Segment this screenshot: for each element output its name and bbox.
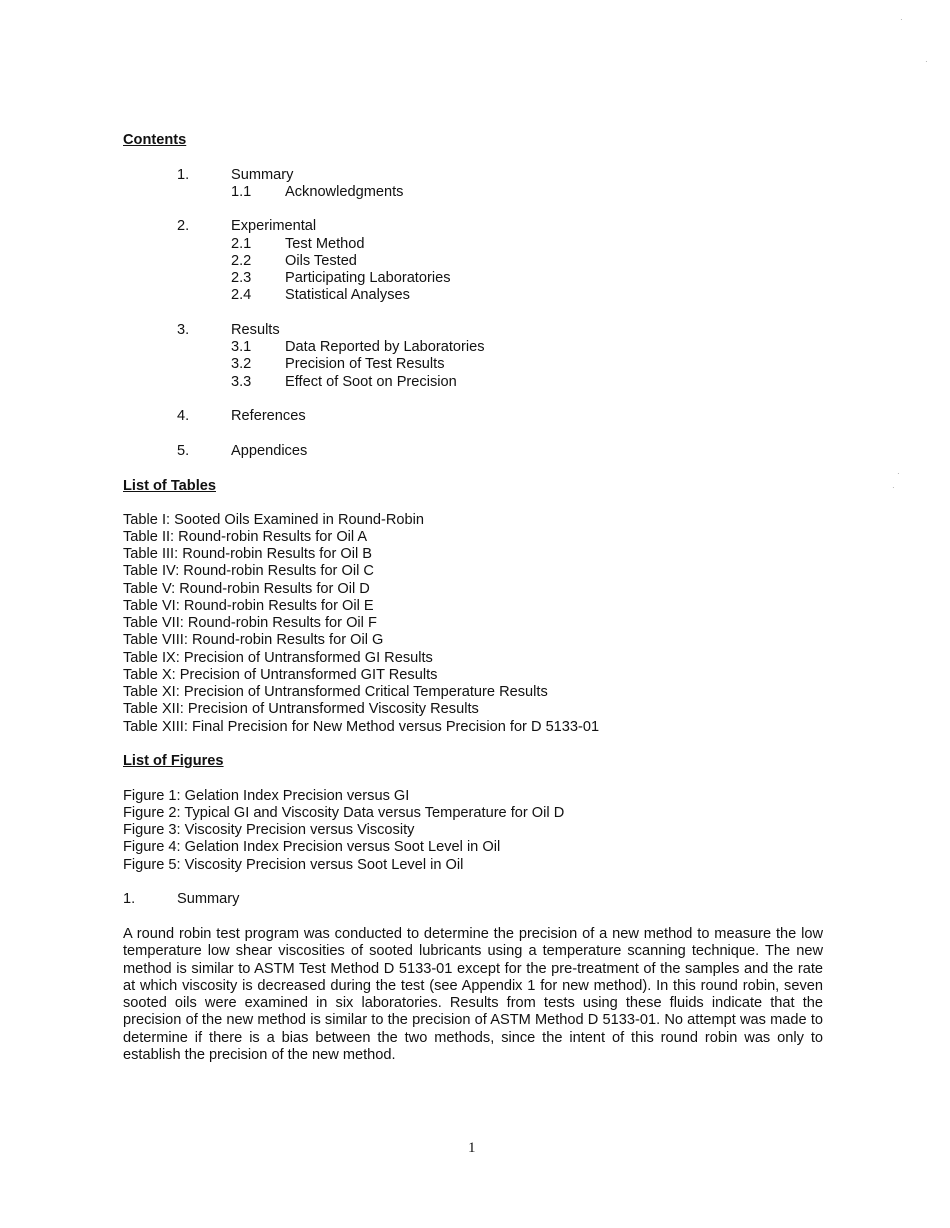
list-of-tables-heading: List of Tables <box>123 478 216 494</box>
table-list-item: Table X: Precision of Untransformed GIT Results <box>123 667 438 683</box>
toc-subsection-number: 2.1 <box>231 236 252 252</box>
toc-subsection-number: 3.3 <box>231 374 252 390</box>
scan-speck: · <box>892 483 895 492</box>
scan-speck: · <box>897 469 900 478</box>
table-list-item: Table I: Sooted Oils Examined in Round-Robin <box>123 512 424 528</box>
toc-subsection-number: 3.2 <box>231 356 252 372</box>
toc-subsection-title: Precision of Test Results <box>285 356 445 372</box>
toc-subsection-title: Effect of Soot on Precision <box>285 374 457 390</box>
toc-section-number: 2. <box>177 218 190 234</box>
table-list-item: Table IX: Precision of Untransformed GI Results <box>123 650 433 666</box>
toc-subsection-title: Oils Tested <box>285 253 357 269</box>
toc-section-title: Experimental <box>231 218 317 234</box>
summary-section-title: Summary <box>177 891 240 907</box>
toc-subsection-title: Acknowledgments <box>285 184 404 200</box>
scan-speck: · <box>900 15 903 24</box>
toc-section-title: References <box>231 408 306 424</box>
toc-section-number: 1. <box>177 167 190 183</box>
figure-list-item: Figure 3: Viscosity Precision versus Viscosity <box>123 822 415 838</box>
toc-section-number: 3. <box>177 322 190 338</box>
toc-subsection-title: Participating Laboratories <box>285 270 451 286</box>
summary-paragraph: A round robin test program was conducted to determine the precision of a new method to measure the low temperature low shear viscosities of sooted lubricants using a temperature scanning technique. The new method is similar to ASTM Test Method D 5133-01 except for the pre-treatment of the samples and the rate at which viscosity is decreased during the test (see Appendix 1 for new method). In this round robin, seven sooted oils were examined in six laboratories. Results from tests using these fluids indicate that the precision of the new method is similar to the precision of ASTM Method D 5133-01. No attempt was made to determine if there is a bias between the two methods, since the intent of this round robin was only to establish the precision of the new method. <box>123 926 823 1064</box>
table-list-item: Table XII: Precision of Untransformed Viscosity Results <box>123 701 479 717</box>
table-list-item: Table XIII: Final Precision for New Method versus Precision for D 5133-01 <box>123 719 600 735</box>
toc-section-number: 4. <box>177 408 190 424</box>
table-list-item: Table III: Round-robin Results for Oil B <box>123 546 373 562</box>
list-of-figures-heading: List of Figures <box>123 753 224 769</box>
toc-section-title: Summary <box>231 167 294 183</box>
toc-section-title: Appendices <box>231 443 308 459</box>
table-list-item: Table VII: Round-robin Results for Oil F <box>123 615 377 631</box>
page-number: 1 <box>468 1140 476 1156</box>
toc-subsection-number: 2.4 <box>231 287 252 303</box>
toc-subsection-number: 2.2 <box>231 253 252 269</box>
scan-speck: · <box>925 57 928 66</box>
toc-subsection-title: Test Method <box>285 236 365 252</box>
figure-list-item: Figure 2: Typical GI and Viscosity Data versus Temperature for Oil D <box>123 805 565 821</box>
toc-subsection-number: 1.1 <box>231 184 252 200</box>
table-list-item: Table XI: Precision of Untransformed Critical Temperature Results <box>123 684 548 700</box>
contents-heading: Contents <box>123 132 187 148</box>
table-list-item: Table IV: Round-robin Results for Oil C <box>123 563 374 579</box>
figure-list-item: Figure 4: Gelation Index Precision versus Soot Level in Oil <box>123 839 501 855</box>
toc-section-title: Results <box>231 322 280 338</box>
toc-subsection-number: 3.1 <box>231 339 252 355</box>
toc-subsection-title: Statistical Analyses <box>285 287 410 303</box>
toc-subsection-number: 2.3 <box>231 270 252 286</box>
figure-list-item: Figure 1: Gelation Index Precision versus GI <box>123 788 410 804</box>
toc-subsection-title: Data Reported by Laboratories <box>285 339 485 355</box>
table-list-item: Table II: Round-robin Results for Oil A <box>123 529 368 545</box>
table-list-item: Table V: Round-robin Results for Oil D <box>123 581 370 597</box>
table-list-item: Table VI: Round-robin Results for Oil E <box>123 598 374 614</box>
figure-list-item: Figure 5: Viscosity Precision versus Soot Level in Oil <box>123 857 464 873</box>
table-list-item: Table VIII: Round-robin Results for Oil G <box>123 632 384 648</box>
summary-section-number: 1. <box>123 891 136 907</box>
toc-section-number: 5. <box>177 443 190 459</box>
